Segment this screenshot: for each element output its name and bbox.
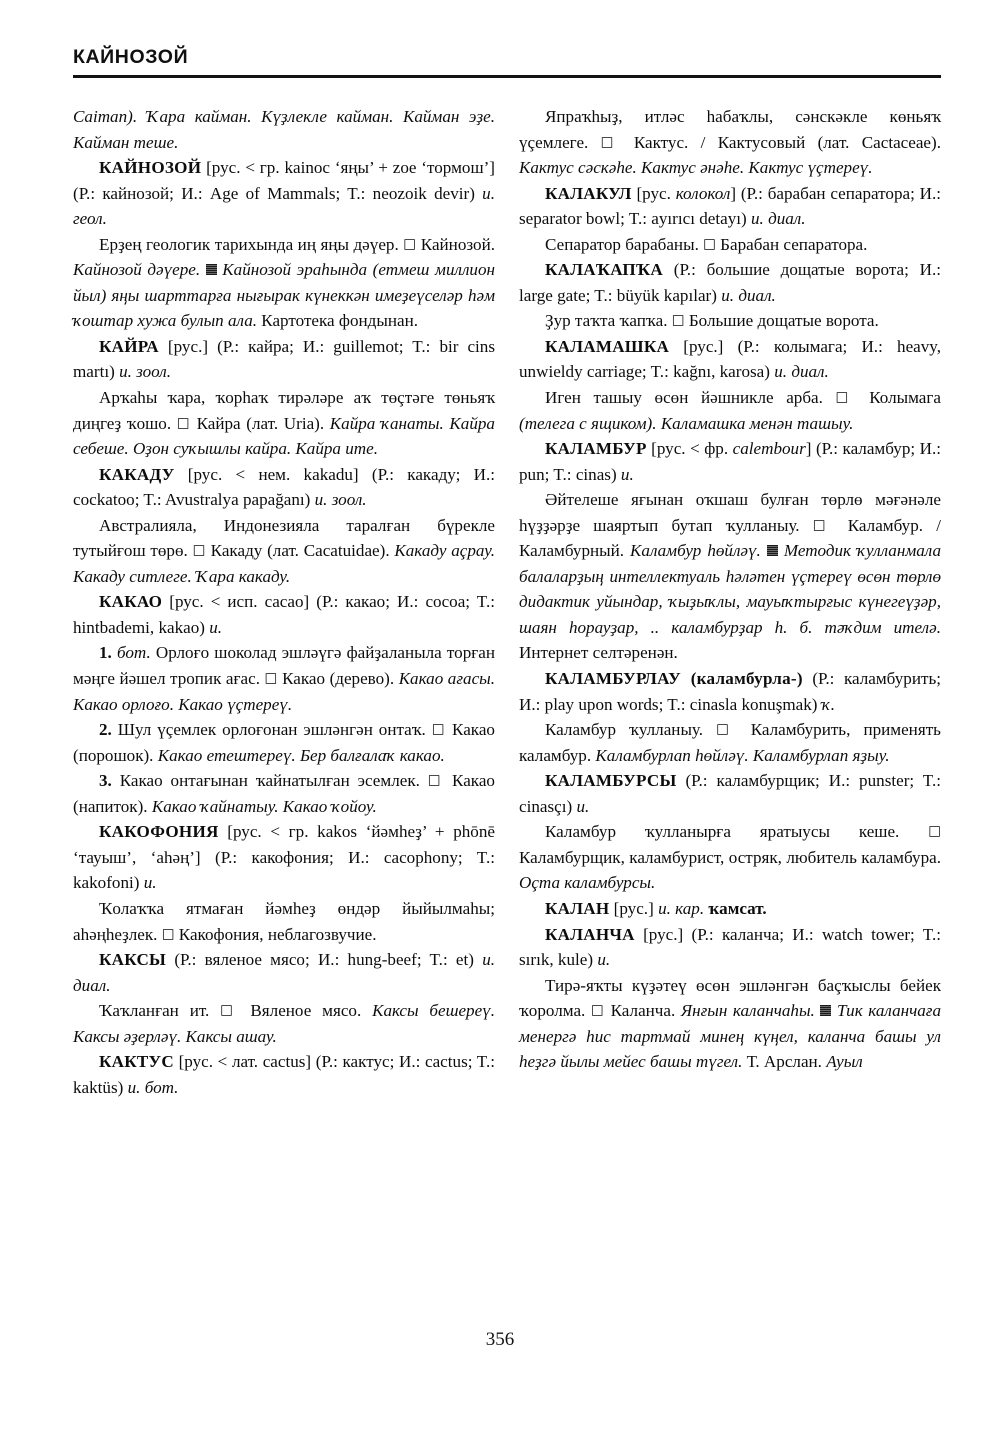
etymology-kalakul-open: [рус. (636, 183, 676, 203)
grammar-kalamburlau: ҡ. (821, 694, 836, 714)
open-square-icon: □ (703, 235, 716, 252)
definition-kakadu: Австралияла, Индонезияла таралған бүрекле тутыйғош төрө. (73, 515, 495, 561)
etymology-kalambur-close: ] (805, 439, 812, 459)
headword-kakadu: КАКАДУ (99, 464, 175, 484)
glosses-kakadu: (Р.: какаду; И.: cockatoo; T.: Avustralya papağanı) (73, 464, 495, 510)
sense-ba-1: Какао ағасы. Какао орлоғо. Какао үçтереү. (73, 669, 496, 714)
source-kalancha-b: Ауыл (826, 1052, 863, 1072)
sense-number-1: 1. (99, 643, 112, 663)
ru-equivalent-kakofoniya: Какофония, неблагозвучие. (178, 924, 377, 944)
definition-kaksy: Ҡаҡланған ит. (99, 1001, 210, 1021)
glosses-kakao: (Р.: какао; И.: cocoa; T.: hintbademi, kakao) (73, 592, 495, 637)
left-column (73, 104, 495, 1289)
entry-kalambursy-body (519, 819, 941, 896)
entry-kalambur-body (519, 487, 941, 666)
definition-kalambursy: Каламбур ҡулланырға яратыусы кеше. (545, 822, 900, 842)
ru-equivalent-kalamashka-b: (телега с ящиком). (519, 413, 657, 433)
entry-kalamashka-head (519, 334, 941, 385)
definition-kalakapka: Ҙур таҡта ҡапҡа. (545, 311, 668, 331)
entry-kaksy-body (73, 998, 495, 1049)
ru-equivalent-kalamburlau: Каламбурить, применять каламбур. (519, 720, 941, 765)
sense-kakao-2 (73, 717, 495, 768)
running-head: КАЙНОЗОЙ (73, 46, 189, 68)
right-column (519, 104, 941, 1289)
sense-ru-1: Какао (дерево). (282, 669, 395, 689)
definition-kalancha: Тирә-яҡты күҙәтеү өсөн эшләнгән баçҡыслы бейек ҡоролма. (519, 975, 941, 1021)
glosses-kalamburlau: (Р.: каламбурить; И.: play upon words; T.: cinasla konuşmak) (519, 669, 941, 714)
ru-equivalent-kakadu: Какаду (лат. Cacatuidae). (210, 541, 390, 561)
ba-examples-kalambursy: Оçта каламбурсы. (519, 873, 656, 893)
entry-continuation-kaiman (73, 104, 495, 155)
entry-kaksy-head (73, 947, 495, 998)
definition-kalakul: Сепаратор барабаны. (545, 234, 699, 254)
glosses-kalakapka: (Р.: большие дощатые ворота; И.: large gate; T.: büyük kapılar) (519, 260, 942, 305)
sense-kakao-3 (73, 768, 495, 819)
open-square-icon: □ (431, 721, 447, 738)
entry-kalancha-head (519, 922, 941, 973)
ba-examples-kalancha: Янғын каланчаһы. (680, 1001, 815, 1021)
headword-kalamashka: КАЛАМАШКА (545, 336, 670, 356)
ba-examples-kalambur: Каламбур һөйләү. (630, 541, 761, 561)
headword-kalambursy: КАЛАМБУРСЫ (545, 771, 677, 791)
glosses-kalambur: (Р.: каламбур; И.: pun; T.: cinas) (519, 439, 941, 484)
grammar-kalan: и. кар. (658, 898, 705, 918)
ru-equivalent-kalamashka-a: Колымага (869, 388, 941, 408)
ba-examples-kainozoy: Кайнозой дәүере. (73, 260, 201, 280)
glosses-kainozoy: (Р.: кайнозой; И.: Age of Mammals; T.: neozoik devir) (73, 183, 475, 203)
entry-kaira-body (73, 385, 495, 462)
entry-kalambur-head (519, 436, 941, 487)
source-kalancha-a: Т. Арслан. (746, 1052, 822, 1072)
definition-kaira: Арҡаһы ҡара, ҡорһаҡ тирәләре аҡ төçтәге төньяҡ диңгеҙ ҡошо. (73, 388, 495, 433)
entry-kalambursy-head (519, 768, 941, 819)
open-square-icon: □ (176, 414, 191, 431)
kaiman-italic-examples: Caiman). Ҡара кайман. Күҙлекле кайман. Кайман эҙе. Кайман теше. (73, 107, 495, 152)
etymology-kalambur-open: [рус. < фр. (651, 439, 733, 459)
entry-kaktus-body (519, 104, 941, 181)
grammar-kainozoy: и. геол. (73, 183, 495, 229)
headword-kakofoniya: КАКОФОНИЯ (99, 822, 219, 842)
sense-label-1: бот. (116, 643, 151, 663)
citation-kainozoy: Кайнозой эраһында (етмеш миллион йыл) яңы шарттарға нығырак күнеккән имеҙеүселәр һәм ҡоштар хужа булып ала. (73, 260, 495, 331)
entry-kakofoniya-head (73, 819, 495, 896)
definition-kaktus: Япраҡһыҙ, итләс һабаҡлы, сәнскәкле көньяҡ үçемлеге. (519, 107, 941, 152)
open-square-icon: □ (671, 312, 685, 329)
source-kainozoy: Картотека фондынан. (261, 311, 419, 331)
grammar-kakadu: и. зоол. (314, 490, 367, 510)
grammar-kaksy: и. диал. (73, 950, 496, 995)
open-square-icon: □ (220, 1002, 240, 1019)
filled-square-icon (767, 545, 778, 556)
grammar-kakofoniya: и. (143, 873, 157, 893)
etymology-kakofoniya: [рус. < гр. kakos ‘йәмһеҙ’ + phōnē ‘тауыш’, ‘аһәң’] (73, 822, 495, 867)
etymology-kalancha: [рус.] (643, 924, 684, 944)
ba-examples-kaira: Кайра ҡанаты. Кайра себеше. Оҙон суҡышлы кайра. Кайра ите. (73, 413, 495, 459)
etymology-kalakul-italic: колокол (675, 183, 731, 203)
headword-kalan: КАЛАН (545, 898, 610, 918)
source-kalambur: Интернет селтәренән. (519, 643, 678, 663)
sense-kakao-1 (73, 640, 495, 717)
sense-number-2: 2. (99, 720, 112, 740)
entry-kainozoy-body (73, 232, 495, 334)
ru-equivalent-kalakapka: Большие дощатые ворота. (688, 311, 879, 331)
entry-kakadu-head (73, 462, 495, 513)
entry-kakao-head (73, 589, 495, 640)
headword-kalakapka: КАЛАҠАПҠА (545, 260, 663, 280)
ru-equivalent-kalakul: Барабан сепаратора. (720, 234, 868, 254)
ru-equivalent-kalancha: Каланча. (610, 1001, 676, 1021)
open-square-icon: □ (264, 670, 278, 687)
open-square-icon: □ (192, 542, 206, 559)
definition-kalambur: Әйтелеше яғынан оҡшаш булған төрлө мәғәнәле һүҙҙәрҙе шаяртып бутап ҡулланыу. (519, 490, 941, 535)
open-square-icon: □ (403, 235, 417, 252)
definition-kakofoniya: Ҡолаҡҡа ятмаған йәмһеҙ өндәр йыйылмаһы; аһәңһеҙлек. (73, 898, 495, 944)
grammar-kalambur: и. (620, 464, 634, 484)
entry-kalakul-head (519, 181, 941, 232)
sense-definition-2: Шул үçемлек орлоғонан эшләнгән онтаҡ. (117, 720, 426, 740)
ba-examples-kalamashka: Каламашка менән ташыу. (660, 413, 854, 433)
glosses-kakofoniya: (Р.: какофония; И.: cacophony; T.: kakofoni) (73, 847, 495, 893)
entry-kaira-head (73, 334, 495, 385)
glosses-kaktus: (Р.: кактус; И.: cactus; T.: kaktüs) (73, 1052, 495, 1097)
entry-kainozoy-head (73, 155, 495, 232)
ru-equivalent-kaira: Кайра (лат. Uria). (196, 413, 325, 433)
etymology-kakadu: [рус. < нем. kakadu] (187, 464, 359, 484)
grammar-kakao: и. (209, 617, 223, 637)
sense-number-3: 3. (99, 771, 112, 791)
open-square-icon: □ (716, 721, 738, 738)
entry-kalan-head (519, 896, 941, 922)
etymology-kalambur-italic: calembour (732, 439, 806, 459)
sense-definition-1: Орлоғо шоколад эшләүгә файҙаланыла торған мәңге йәшел тропик ағас. (73, 643, 495, 689)
definition-kainozoy: Ерҙең геологик тарихында иң яңы дәүер. (99, 234, 399, 254)
etymology-kalan: [рус.] (613, 898, 654, 918)
ba-examples-kaktus: Кактус сәскәһе. Кактус әнәһе. Кактус үçтереү. (519, 158, 873, 178)
filled-square-icon (820, 1005, 831, 1016)
sense-ru-3: Какао (напиток). (73, 771, 495, 816)
grammar-kaira: и. зоол. (119, 362, 171, 382)
glosses-kalamashka: (Р.: колымага; И.: heavy, unwieldy carriage; T.: kağnı, karosa) (519, 336, 941, 382)
ba-examples-kaksy: Каксы бешереү. Каксы әҙерләү. Каксы ашау. (73, 1001, 496, 1046)
sense-definition-3: Какао онтағынан ҡайнатылған эсемлек. (119, 771, 420, 791)
entry-kalakapka-head (519, 257, 941, 308)
page-number: 356 (485, 1329, 515, 1350)
ba-examples-kakadu: Какаду аçрау. Какаду ситлеге. Ҡара какаду. (73, 541, 496, 586)
headword-kalambur: КАЛАМБУР (545, 439, 647, 459)
filled-square-icon (206, 264, 217, 275)
headword-kaktus: КАКТУС (99, 1052, 174, 1072)
ru-equivalent-kalambursy: Каламбурщик, каламбурист, остряк, любитель каламбура. (519, 847, 941, 867)
entry-kalamashka-body (519, 385, 941, 436)
entry-kakofoniya-body (73, 896, 495, 947)
sense-ba-3: Какао ҡайнатыу. Какао ҡойоу. (151, 796, 377, 816)
headword-kalancha: КАЛАНЧА (545, 924, 635, 944)
open-square-icon: □ (590, 1002, 606, 1019)
headword-kainozoy: КАЙНОЗОЙ (99, 158, 202, 178)
ru-equivalent-kalambur: Каламбур. / Каламбурный. (519, 515, 941, 561)
headword-kaksy: КАКСЫ (99, 950, 167, 970)
citation-kalambur: Методик ҡулланмала балаларҙың интеллектуаль һәләтен үçтереү өсөн төрлө дидактик уйындар, ҡыҙыҡлы, мауыҡтырғыс күнегеүҙәр, шаян һорауҙар, .. каламбурҙар һ. б. тәҡдим ителә. (519, 541, 941, 637)
glosses-kalambursy: (Р.: каламбурщик; И.: punster; T.: cinasçı) (519, 771, 941, 816)
etymology-kainozoy: [рус. < гр. kainoc ‘яңы’ + zoe ‘тормош’] (206, 158, 495, 178)
etymology-kalamashka: [рус.] (683, 336, 724, 356)
open-square-icon: □ (600, 133, 622, 150)
grammar-kalamashka: и. диал. (774, 362, 829, 382)
definition-kalamburlau: Каламбур ҡулланыу. (545, 720, 704, 740)
open-square-icon: □ (928, 823, 941, 840)
glosses-kalakul: (Р.: барабан сепаратора; И.: separator bowl; T.: ayırıcı detayı) (519, 183, 942, 229)
entry-kalakul-body (519, 232, 941, 258)
ru-equivalent-kaktus: Кактус. / Кактусовый (лат. Cactaceae). (633, 132, 941, 152)
grammar-kalakapka: и. диал. (721, 285, 776, 305)
glosses-kaksy: (Р.: вяленое мясо; И.: hung-beef; T.: et) (174, 950, 474, 970)
ru-equivalent-kaksy: Вяленое мясо. (250, 1001, 362, 1021)
open-square-icon: □ (161, 925, 175, 942)
headword-kalakul: КАЛАКУЛ (545, 183, 632, 203)
ru-equivalent-kainozoy: Кайнозой. (420, 234, 495, 254)
sense-ba-2: Какао етештереү. Бер балғалаҡ какао. (157, 745, 445, 765)
glosses-kaira: (Р.: кайра; И.: guillemot; T.: bir cins martı) (73, 336, 496, 382)
entry-kalamburlau-body (519, 717, 941, 768)
entry-kakadu-body (73, 513, 495, 590)
crossref-kalan: ҡамсат. (708, 898, 767, 918)
headword-kakao: КАКАО (99, 592, 163, 612)
headword-kaira: КАЙРА (99, 336, 159, 356)
entry-kalamburlau-head (519, 666, 941, 717)
grammar-kaktus: и. бот. (127, 1077, 179, 1097)
entry-kalakapka-body (519, 308, 941, 334)
etymology-kalakul-close: ] (730, 183, 737, 203)
headword-kalamburlau: КАЛАМБУРЛАУ (каламбурла-) (545, 669, 803, 689)
grammar-kalakul: и. диал. (750, 209, 806, 229)
grammar-kalancha: и. (597, 950, 611, 970)
etymology-kaktus: [рус. < лат. cactus] (178, 1052, 312, 1072)
definition-kalamashka: Иген ташыу өсөн йәшникле арба. (545, 388, 823, 408)
glosses-kalancha: (Р.: каланча; И.: watch tower; T.: sırık, kule) (519, 924, 941, 970)
header-rule (73, 75, 941, 78)
open-square-icon: □ (812, 516, 835, 533)
entry-kalancha-body (519, 973, 941, 1075)
entry-kaktus-head (73, 1049, 495, 1100)
running-head-area (73, 48, 941, 78)
grammar-kalambursy: и. (576, 796, 590, 816)
open-square-icon: □ (835, 389, 857, 406)
etymology-kakao: [рус. < исп. cacao] (169, 592, 310, 612)
open-square-icon: □ (427, 772, 445, 789)
text-columns (73, 104, 941, 1289)
sense-ru-2: Какао (порошок). (73, 720, 495, 765)
citation-kalancha: Тик каланчаға менергә һис тартмай минең күңел, каланча башы ул һеҙгә йылы мейес башы түгел. (519, 1001, 942, 1072)
ba-examples-kalamburlau: Каламбурлап һөйләү. Каламбурлап яҙыу. (595, 745, 890, 765)
etymology-kaira: [рус.] (167, 336, 209, 356)
